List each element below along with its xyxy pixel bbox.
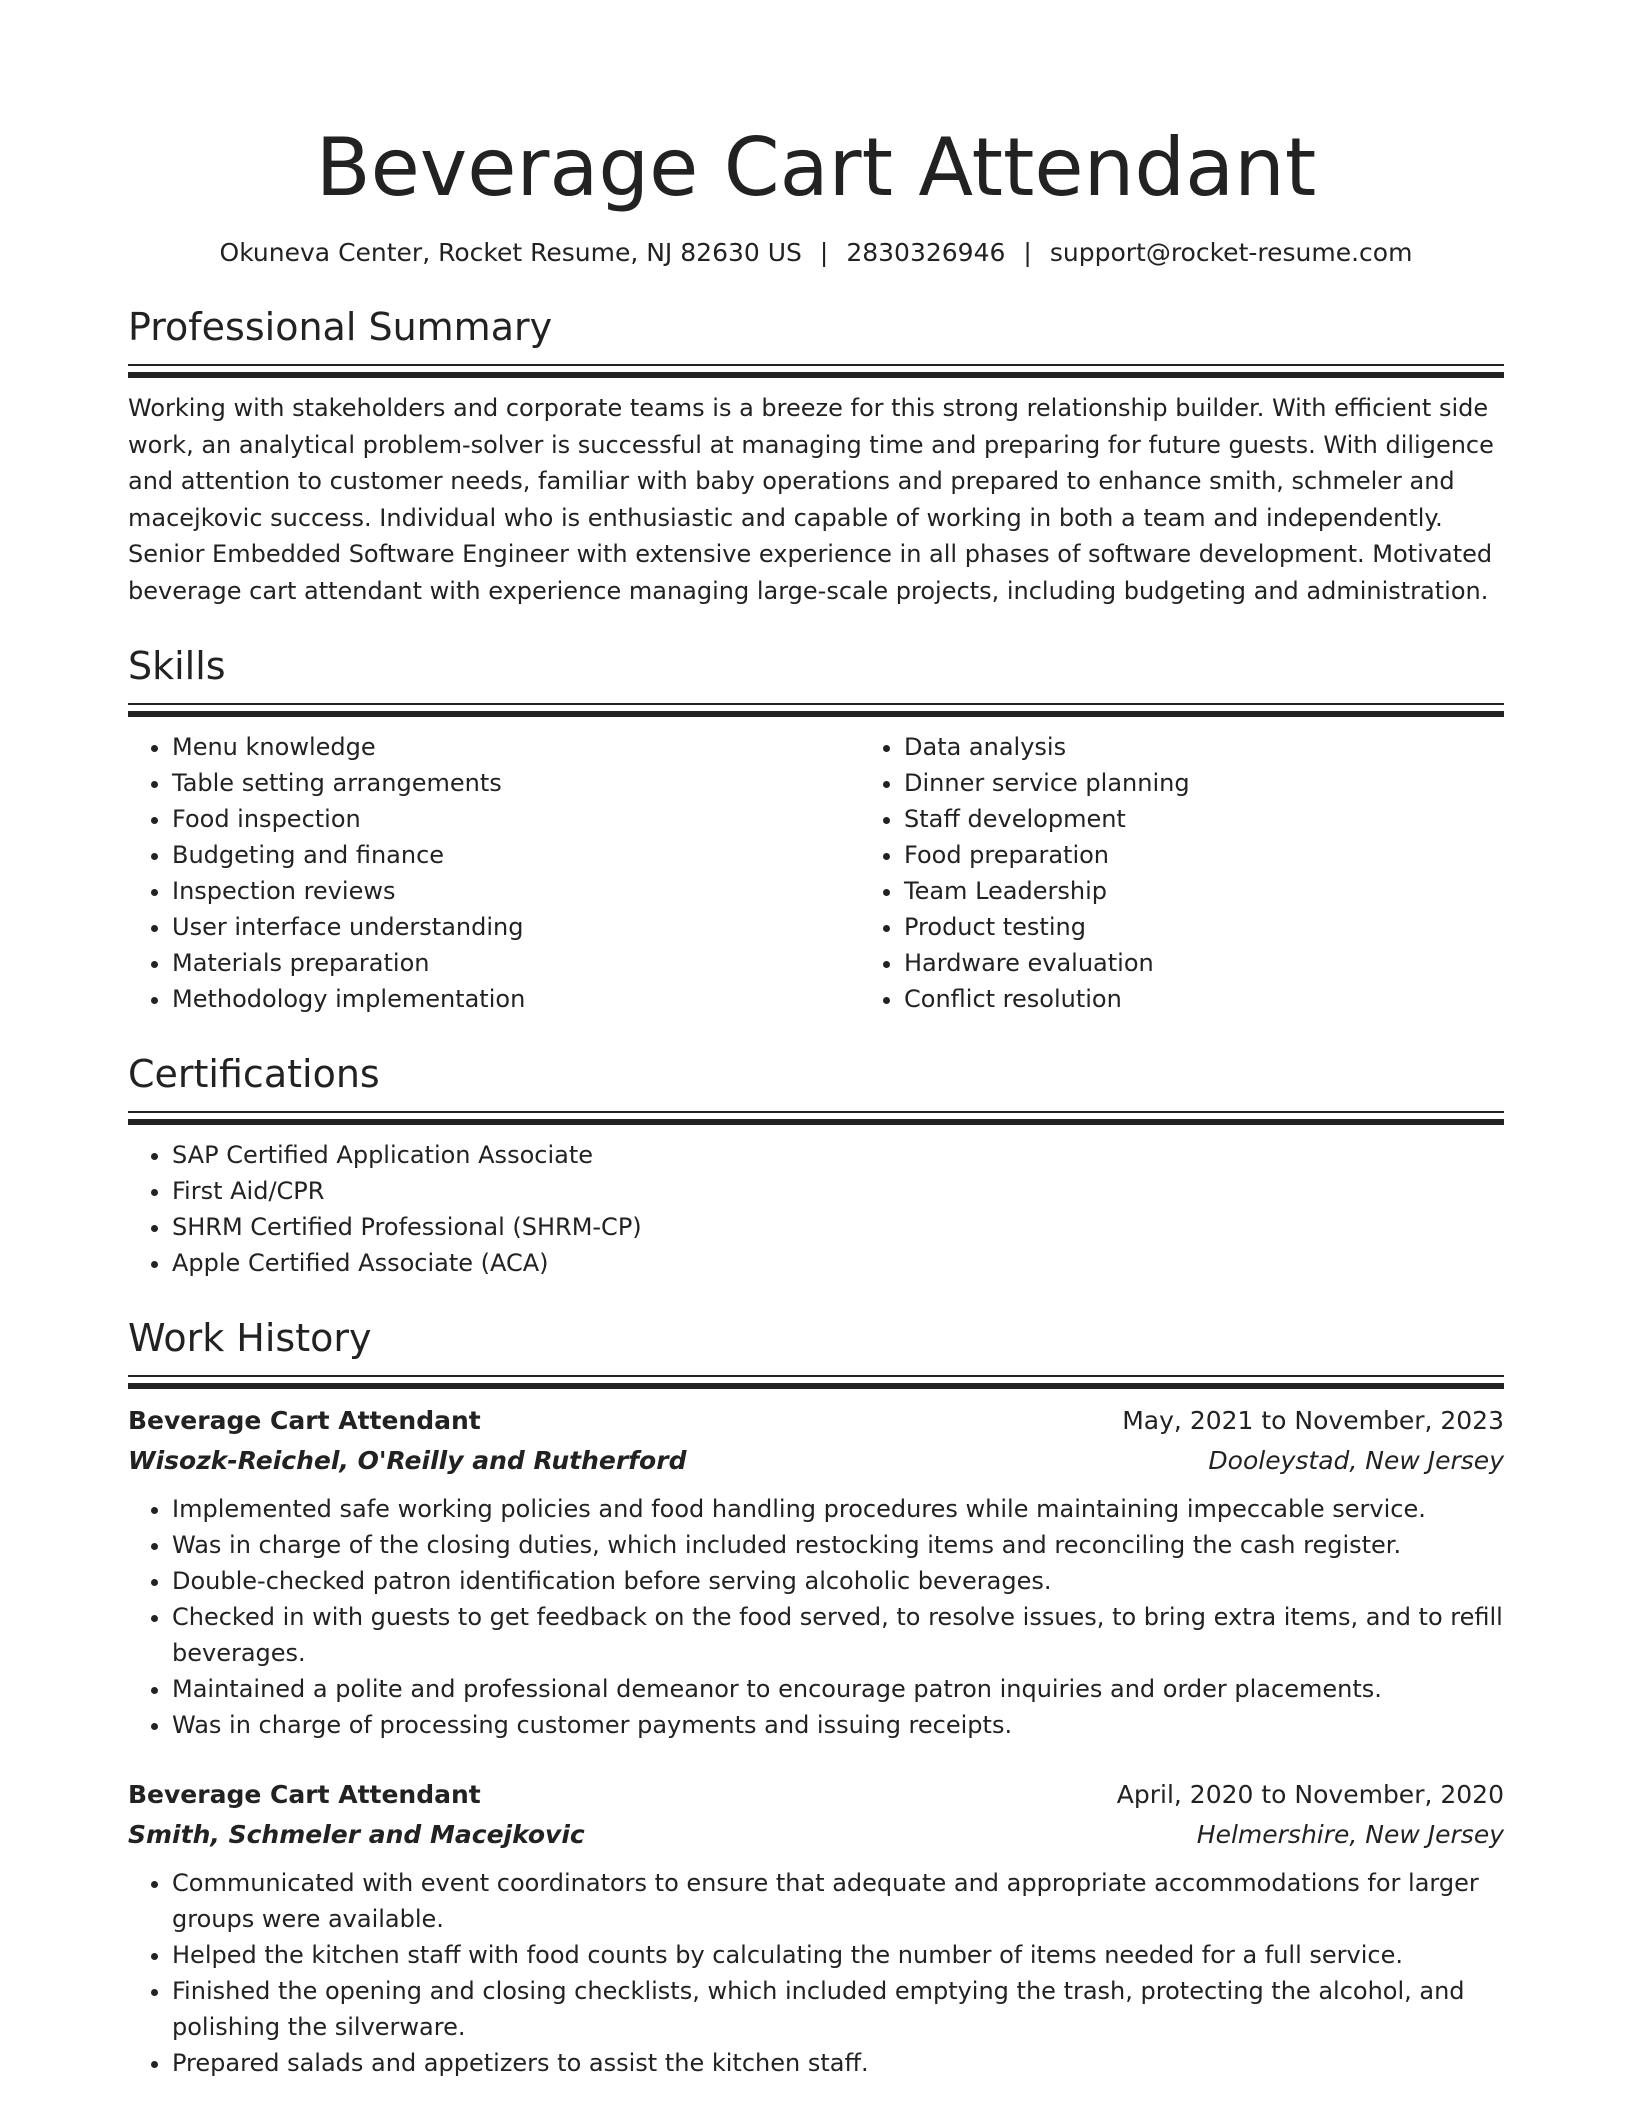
certifications-list (128, 1137, 1504, 1281)
summary-section (128, 304, 1504, 609)
skills-list-left (128, 729, 860, 1017)
job-duty: • Maintained a polite and professional demeanor to encourage patron inquiries and order placements. (172, 1671, 1504, 1707)
certifications-heading: Certifications (128, 1052, 380, 1096)
summary-heading: Professional Summary (128, 305, 553, 349)
job-duty: • Implemented safe working policies and food handling procedures while maintaining impeccable service. (172, 1491, 1504, 1527)
skill-item: • Hardware evaluation (904, 945, 1592, 981)
skill-item: • Materials preparation (172, 945, 860, 981)
skills-heading: Skills (128, 644, 226, 688)
job-duty: • Finished the opening and closing checklists, which included emptying the trash, protecting the alcohol, and polishing the silverware. (172, 1973, 1504, 2045)
job-title: Beverage Cart Attendant (128, 1780, 481, 1809)
job-location: Dooleystad, New Jersey (1208, 1446, 1504, 1475)
job-duty: • Was in charge of the closing duties, which included restocking items and reconciling the cash register. (172, 1527, 1504, 1563)
skill-item: • Inspection reviews (172, 873, 860, 909)
contact-address: Okuneva Center, Rocket Resume, NJ 82630 US (219, 238, 802, 267)
certification-item: • Apple Certified Associate (ACA) (172, 1245, 1504, 1281)
contact-separator: | (1023, 238, 1032, 267)
job-duty: • Checked in with guests to get feedback on the food served, to resolve issues, to bring extra items, and to refill beverages. (172, 1599, 1504, 1671)
skill-item: • Dinner service planning (904, 765, 1592, 801)
job-duty: • Double-checked patron identification before serving alcoholic beverages. (172, 1563, 1504, 1599)
job-duties-list (128, 1491, 1504, 1743)
skills-section (128, 643, 1504, 1017)
skill-item: • Table setting arrangements (172, 765, 860, 801)
section-divider (128, 703, 1504, 705)
skill-item: • Methodology implementation (172, 981, 860, 1017)
contact-separator: | (819, 238, 829, 267)
skills-list-right (860, 729, 1592, 1017)
job-duty: • Prepared salads and appetizers to assist the kitchen staff. (172, 2045, 1504, 2081)
skill-item: • Product testing (904, 909, 1592, 945)
skill-item: • Budgeting and finance (172, 837, 860, 873)
job-duty: • Communicated with event coordinators to ensure that adequate and appropriate accommodations for larger groups were available. (172, 1865, 1504, 1937)
section-divider (128, 364, 1504, 366)
job-company: Wisozk-Reichel, O'Reilly and Rutherford (128, 1446, 687, 1475)
skill-item: • Team Leadership (904, 873, 1592, 909)
section-divider (128, 1375, 1504, 1377)
section-divider (128, 1111, 1504, 1113)
job-dates: April, 2020 to November, 2020 (1116, 1780, 1504, 1809)
summary-text: Working with stakeholders and corporate teams is a breeze for this strong relationship builder. With efficient side work, an analytical problem-solver is successful at managing time and preparing for future guests. With diligence and attention to customer needs, familiar with baby operations and prepared to enhance smith, schmeler and macejkovic success. Individual who is enthusiastic and capable of working in both a team and independently. Senior Embedded Software Engineer with extensive experience in all phases of software development. Motivated beverage cart attendant with experience managing large-scale projects, including budgeting and administration. (128, 394, 1494, 605)
skill-item: • Food preparation (904, 837, 1592, 873)
skill-item: • Conflict resolution (904, 981, 1592, 1017)
contact-phone: 2830326946 (846, 238, 1006, 267)
resume-title: Beverage Cart Attendant (315, 121, 1317, 214)
contact-line (128, 236, 1504, 270)
job-duty: • Was in charge of processing customer payments and issuing receipts. (172, 1707, 1504, 1743)
contact-email: support@rocket-resume.com (1049, 238, 1413, 267)
certification-item: • SAP Certified Application Associate (172, 1137, 1504, 1173)
job-duties-list (128, 1865, 1504, 2081)
job-title: Beverage Cart Attendant (128, 1406, 481, 1435)
job-location: Helmershire, New Jersey (1196, 1820, 1504, 1849)
job-company: Smith, Schmeler and Macejkovic (128, 1820, 585, 1849)
job-entry (128, 1401, 1504, 1743)
work-history-heading: Work History (128, 1316, 372, 1360)
certification-item: • First Aid/CPR (172, 1173, 1504, 1209)
certification-item: • SHRM Certified Professional (SHRM-CP) (172, 1209, 1504, 1245)
job-duty: • Helped the kitchen staff with food counts by calculating the number of items needed for a full service. (172, 1937, 1504, 1973)
certifications-section (128, 1051, 1504, 1281)
work-history-section (128, 1315, 1504, 2081)
skill-item: • Menu knowledge (172, 729, 860, 765)
skill-item: • Staff development (904, 801, 1592, 837)
skill-item: • Food inspection (172, 801, 860, 837)
skill-item: • User interface understanding (172, 909, 860, 945)
job-entry (128, 1775, 1504, 2081)
job-dates: May, 2021 to November, 2023 (1122, 1406, 1504, 1435)
skill-item: • Data analysis (904, 729, 1592, 765)
